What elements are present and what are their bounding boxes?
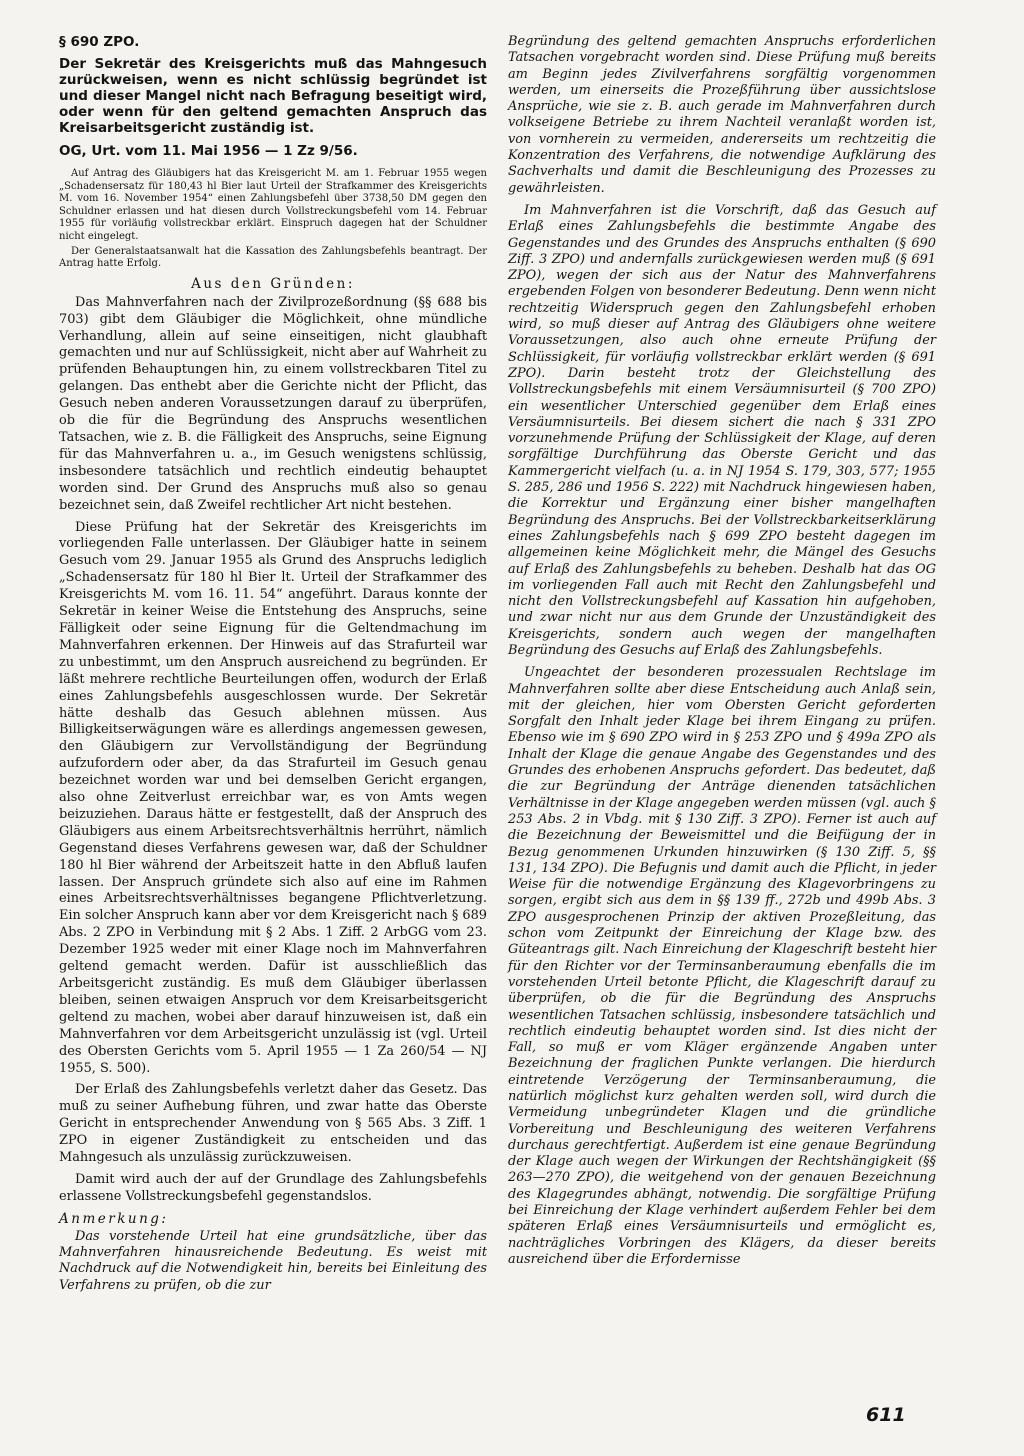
facts-paragraph: Auf Antrag des Gläubigers hat das Kreisgericht M. am 1. Februar 1955 wegen „Schadensersatz für 180,43 hl Bier laut Urteil der Strafkammer des Kreisgerichts M. vom 16. November 1954“ einen Zahlungsbefehl über 3738,50 DM gegen den Schuldner erlassen und hat diesen durch Vollstreckungsbefehl vom 14. Februar 1955 für vorläufig vollstreckbar erklärt. Einspruch dagegen hat der Schuldner nicht eingelegt. (59, 168, 487, 242)
headnote: Der Sekretär des Kreisgerichts muß das Mahngesuch zurückweisen, wenn es nicht schlüssig begründet ist und dieser Mangel nicht nach Befragung beseitigt wird, oder wenn für den geltend gemachten Anspruch das Kreisarbeitsgericht zuständig ist. (59, 56, 487, 136)
reasons-heading: Aus den Gründen: (191, 275, 355, 292)
page-number: 611 (866, 1404, 906, 1426)
right-column (508, 34, 936, 1274)
body-paragraph: Der Erlaß des Zahlungsbefehls verletzt daher das Gesetz. Das muß zu seiner Aufhebung führen, und zwar hatte das Oberste Gericht in entsprechender Anwendung von § 565 Abs. 3 Ziff. 1 ZPO in eigener Zuständigkeit zu entscheiden und das Mahngesuch als unzulässig zurückzuweisen. (59, 1082, 487, 1166)
body-paragraph: Diese Prüfung hat der Sekretär des Kreisgerichts im vorliegenden Falle unterlassen. Der Gläubiger hatte in seinem Gesuch vom 29. Januar 1955 als Grund des Anspruchs lediglich „Schadensersatz für 180 hl Bier lt. Urteil der Strafkammer des Kreisgerichts M. vom 16. 11. 54“ angeführt. Daraus konnte der Sekretär in keiner Weise die Entstehung des Anspruchs, seine Fälligkeit oder seine Eignung für die Geltendmachung im Mahnverfahren erkennen. Der Hinweis auf das Strafurteil war zu unbestimmt, um den Anspruch ausreichend zu begründen. Er läßt mehrere rechtliche Beurteilungen offen, wodurch der Erlaß eines Zahlungsbefehls ausgeschlossen wurde. Der Sekretär hätte deshalb das Gesuch ablehnen müssen. Aus Billigkeitserwägungen wäre es allerdings angemessen gewesen, den Gläubigern zur Vervollständigung der Begründung aufzufordern oder aber, da das Strafurteil im Gesuch genau bezeichnet worden war und bei demselben Gericht ergangen, also ohne Zeitverlust erreichbar war, es von Amts wegen beizuziehen. Daraus hätte er festgestellt, daß der Anspruch des Gläubigers aus einem Arbeitsrechtsverhältnis herrührt, nämlich Gegenstand dieses Verfahrens gewesen war, daß der Schuldner 180 hl Bier während der Arbeitszeit hatte in den Abfluß laufen lassen. Der Anspruch gründete sich also auf eine im Rahmen eines Arbeitsrechtsverhältnisses begangene Pflichtverletzung. Ein solcher Anspruch kann aber vor dem Kreisgericht nach § 689 Abs. 2 ZPO in Verbindung mit § 2 Abs. 1 Ziff. 2 ArbGG vom 23. Dezember 1925 weder mit einer Klage noch im Mahnverfahren geltend gemacht werden. Dafür ist ausschließlich das Arbeitsgericht zuständig. Es muß dem Gläubiger überlassen bleiben, seinen etwaigen Anspruch vor dem Kreisarbeitsgericht geltend zu machen, wobei aber darauf hinzuweisen ist, daß ein Mahnverfahren vor dem Arbeitsgericht unzulässig ist (vgl. Urteil des Obersten Gerichts vom 5. April 1955 — 1 Za 260/54 — NJ 1955, S. 500). (59, 519, 487, 1076)
left-column (59, 34, 487, 1300)
case-citation: OG, Urt. vom 11. Mai 1956 — 1 Zz 9/56. (59, 143, 358, 159)
annotation-paragraph: Begründung des geltend gemachten Anspruchs erforderlichen Tatsachen vorgebracht worden sind. Diese Prüfung muß bereits am Beginn jedes Zivilverfahrens sorgfältig vorgenommen werden, um einerseits die Prozeßführung über aussichtslose Ansprüche, wie sie z. B. auch gerade im Mahnverfahren durch volkseigene Betriebe zu ihrem Nachteil veranlaßt worden ist, von vornherein zu vermeiden, andererseits um rechtzeitig die Konzentration des Verfahrens, die notwendige Aufklärung des Sachverhalts und damit die Beschleunigung des Prozesses zu gewährleisten. (508, 34, 936, 196)
body-paragraph: Das Mahnverfahren nach der Zivilprozeßordnung (§§ 688 bis 703) gibt dem Gläubiger die Möglichkeit, ohne mündliche Verhandlung, allein auf seine einseitigen, nicht glaubhaft gemachten und nur auf Schlüssigkeit, nicht aber auf Wahrheit zu prüfenden Behauptungen hin, zu einem vollstreckbaren Titel zu gelangen. Das enthebt aber die Gerichte nicht der Pflicht, das Gesuch neben anderen Voraussetzungen darauf zu überprüfen, ob die für die Begründung des Anspruchs wesentlichen Tatsachen, wie z. B. die Fälligkeit des Anspruchs, seine Eignung für das Mahnverfahren u. a., im Gesuch wenigstens schlüssig, insbesondere tatsächlich und rechtlich eindeutig behauptet worden sind. Der Grund des Anspruchs muß also so genau bezeichnet sein, daß Zweifel rechtlicher Art nicht bestehen. (59, 294, 487, 513)
body-paragraph: Damit wird auch der auf der Grundlage des Zahlungsbefehls erlassene Vollstreckungsbefehl gegenstandslos. (59, 1171, 487, 1204)
annotation-paragraph: Ungeachtet der besonderen prozessualen Rechtslage im Mahnverfahren sollte aber diese Entscheidung auch Anlaß sein, mit der gleichen, hier vom Obersten Gericht geforderten Sorgfalt den Inhalt jeder Klage bei ihrem Eingang zu prüfen. Ebenso wie im § 690 ZPO wird in § 253 ZPO und § 499a ZPO als Inhalt der Klage die genaue Angabe des Gegenstandes und des Grundes des erhobenen Anspruchs gefordert. Das bedeutet, daß die zur Begründung der Anträge dienenden tatsächlichen Verhältnisse in der Klage angegeben werden müssen (vgl. auch § 253 Abs. 2 in Vbdg. mit § 130 Ziff. 3 ZPO). Ferner ist auch auf die Bezeichnung der Beweismittel und die Beifügung der in Bezug genommenen Urkunden hinzuwirken (§ 130 Ziff. 5, §§ 131, 134 ZPO). Die Befugnis und damit auch die Pflicht, in jeder Weise für die notwendige Ergänzung des Klagevorbringens zu sorgen, ergibt sich aus dem in §§ 139 ff., 272b und 499b Abs. 3 ZPO ausgesprochenen Prinzip der aktiven Prozeßleitung, das schon vom Zeitpunkt der Einreichung der Klage bzw. des Güteantrags gilt. Nach Einreichung der Klageschrift besteht hier für den Richter vor der Terminsanberaumung ebenfalls die im vorstehenden Urteil betonte Pflicht, die Klageschrift darauf zu überprüfen, ob die für die Begründung des Anspruchs wesentlichen Tatsachen schlüssig, insbesondere tatsächlich und rechtlich eindeutig behauptet worden sind. Ist dies nicht der Fall, so muß er vom Kläger ergänzende Angaben unter Bezeichnung der fraglichen Punkte verlangen. Die hierdurch eintretende Verzögerung der Terminsanberaumung, die natürlich möglichst kurz gehalten werden soll, wird durch die Vermeidung unbegründeter Klagen und die gründliche Vorbereitung und Beschleunigung des weiteren Verfahrens durchaus gerechtfertigt. Außerdem ist eine genaue Begründung der Klage auch wegen der Wirkungen der Rechtshängigkeit (§§ 263—270 ZPO), die weitgehend von der genauen Bezeichnung des Klagegrundes abhängt, notwendig. Die sorgfältige Prüfung bei Einreichung der Klage verhindert außerdem Fehler bei dem späteren Erlaß eines Versäumnisurteils und ermöglicht es, nachträgliches Vorbringen des Klägers, da dieser bereits ausreichend über die Erfordernisse (508, 665, 936, 1267)
section-number: § 690 ZPO. (59, 34, 140, 50)
annotation-heading: Anmerkung: (59, 1210, 169, 1227)
annotation-paragraph: Das vorstehende Urteil hat eine grundsätzliche, über das Mahnverfahren hinausreichende Bedeutung. Es weist mit Nachdruck auf die Notwendigkeit hin, bereits bei Einleitung des Verfahrens zu prüfen, ob die zur (59, 1228, 487, 1293)
facts-paragraph: Der Generalstaatsanwalt hat die Kassation des Zahlungsbefehls beantragt. Der Antrag hatte Erfolg. (59, 245, 487, 270)
annotation-paragraph: Im Mahnverfahren ist die Vorschrift, daß das Gesuch auf Erlaß eines Zahlungsbefehls die bestimmte Angabe des Gegenstandes und des Grundes des Anspruchs enthalten (§ 690 Ziff. 3 ZPO) und andernfalls zurückgewiesen werden muß (§ 691 ZPO), wegen der sich aus der Natur des Mahnverfahrens ergebenden Folgen von besonderer Bedeutung. Denn wenn nicht rechtzeitig Widerspruch gegen den Zahlungsbefehl erhoben wird, so muß dieser auf Antrag des Gläubigers ohne weitere Voraussetzungen, also auch ohne erneute Prüfung der Schlüssigkeit, für vorläufig vollstreckbar erklärt werden (§ 691 ZPO). Darin besteht trotz der Gleichstellung des Vollstreckungsbefehls mit einem Versäumnisurteil (§ 700 ZPO) ein wesentlicher Unterschied gegenüber dem Erlaß eines Versäumnisurteils. Bei diesem sichert die nach § 331 ZPO vorzunehmende Prüfung der Schlüssigkeit der Klage, auf deren sorgfältige Durchführung das Oberste Gericht und das Kammergericht vielfach (u. a. in NJ 1954 S. 179, 303, 577; 1955 S. 285, 286 und 1956 S. 222) mit Nachdruck hingewiesen haben, die Korrektur und Ergänzung einer bisher mangelhaften Begründung des Anspruchs. Bei der Vollstreckbarkeitserklärung eines Zahlungsbefehls nach § 699 ZPO besteht dagegen im allgemeinen keine Möglichkeit mehr, die Mängel des Gesuchs auf Erlaß des Zahlungsbefehls zu beheben. Deshalb hat das OG im vorliegenden Fall auch mit Recht den Zahlungsbefehl und nicht den Vollstreckungsbefehl auf Kassation hin aufgehoben, und zwar nicht nur aus dem Grunde der Unzuständigkeit des Kreisgerichts, sondern auch wegen der mangelhaften Begründung des Gesuchs auf Erlaß des Zahlungsbefehls. (508, 202, 936, 658)
